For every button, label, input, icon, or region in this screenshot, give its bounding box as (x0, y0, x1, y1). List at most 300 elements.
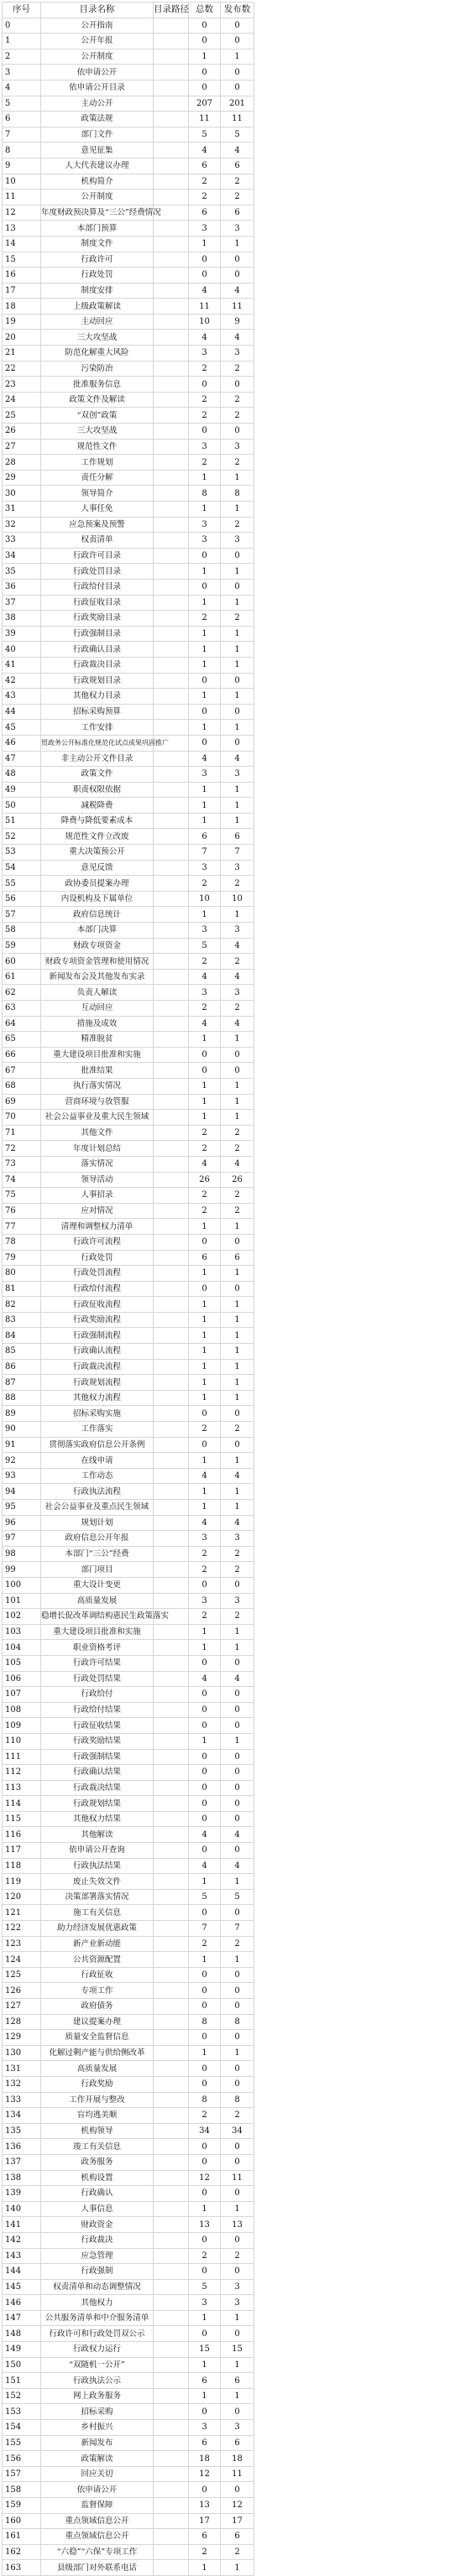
row-path (154, 2342, 189, 2358)
table-row (3, 2388, 254, 2404)
row-path (154, 673, 189, 689)
row-published: 0 (221, 1281, 254, 1297)
row-index: 2 (3, 49, 41, 65)
row-published: 0 (221, 1811, 254, 1827)
table-row (3, 1500, 254, 1516)
table-row (3, 1531, 254, 1547)
row-index: 97 (3, 1531, 41, 1547)
table-row (3, 2170, 254, 2186)
row-index: 52 (3, 829, 41, 845)
row-published: 0 (221, 2264, 254, 2280)
row-path (154, 1905, 189, 1921)
row-name: 招标采购实施 (41, 1406, 154, 1422)
row-name: 行政给付 (41, 1687, 154, 1703)
row-name: 行政规划目录 (41, 673, 154, 689)
row-total: 0 (189, 1765, 221, 1781)
row-total: 2 (189, 876, 221, 892)
table-row (3, 2061, 254, 2077)
row-path (154, 595, 189, 611)
row-total: 0 (189, 2404, 221, 2420)
row-name: 行政裁决 (41, 2232, 154, 2248)
row-published: 1 (221, 657, 254, 673)
table-row (3, 704, 254, 720)
row-name: 规范性文件立改废 (41, 829, 154, 845)
row-name: 行政强制结果 (41, 1749, 154, 1765)
row-path (154, 1967, 189, 1983)
row-path (154, 2451, 189, 2467)
row-published: 0 (221, 1718, 254, 1734)
row-index: 161 (3, 2529, 41, 2545)
row-name: 机构领导 (41, 2123, 154, 2139)
row-published: 3 (221, 860, 254, 876)
row-total: 13 (189, 2217, 221, 2233)
table-row (3, 564, 254, 580)
row-path (154, 2139, 189, 2155)
row-path (154, 2108, 189, 2124)
row-total: 2 (189, 1203, 221, 1219)
row-published: 3 (221, 2420, 254, 2436)
row-name: 落实情况 (41, 1156, 154, 1172)
row-total: 2 (189, 2248, 221, 2264)
row-index: 163 (3, 2560, 41, 2576)
row-name: 行政征收结果 (41, 1718, 154, 1734)
row-name: 县级部门对外联系电话 (41, 2560, 154, 2576)
row-name: 建议提案办理 (41, 2014, 154, 2030)
row-index: 12 (3, 205, 41, 221)
row-total: 3 (189, 1531, 221, 1547)
row-total: 17 (189, 2513, 221, 2529)
row-index: 64 (3, 1016, 41, 1032)
row-published: 0 (221, 704, 254, 720)
row-published: 2 (221, 1609, 254, 1625)
row-index: 11 (3, 190, 41, 206)
row-path (154, 283, 189, 299)
row-index: 85 (3, 1344, 41, 1360)
row-total: 1 (189, 1297, 221, 1313)
table-row (3, 1390, 254, 1406)
row-total: 0 (189, 2232, 221, 2248)
row-published: 5 (221, 1889, 254, 1905)
row-name: 行政处罚目录 (41, 564, 154, 580)
row-index: 32 (3, 517, 41, 533)
table-row (3, 2248, 254, 2264)
row-index: 59 (3, 938, 41, 954)
row-name: 本部门预算 (41, 221, 154, 237)
table-row (3, 2420, 254, 2436)
row-path (154, 1765, 189, 1781)
row-name: 行政奖励 (41, 2076, 154, 2092)
row-published: 4 (221, 1671, 254, 1687)
row-published: 8 (221, 2014, 254, 2030)
table-row (3, 1094, 254, 1110)
row-total: 6 (189, 2529, 221, 2545)
row-published: 0 (221, 1047, 254, 1063)
row-published: 18 (221, 2451, 254, 2467)
row-index: 142 (3, 2232, 41, 2248)
row-published: 0 (221, 2030, 254, 2046)
row-path (154, 439, 189, 455)
row-published: 1 (221, 642, 254, 658)
row-total: 0 (189, 1811, 221, 1827)
row-total: 2 (189, 1422, 221, 1438)
table-row (3, 969, 254, 985)
row-path (154, 1500, 189, 1516)
table-row (3, 1858, 254, 1874)
row-total: 8 (189, 2014, 221, 2030)
row-published: 201 (221, 96, 254, 112)
row-index: 137 (3, 2154, 41, 2170)
row-published: 0 (221, 1765, 254, 1781)
row-path (154, 1936, 189, 1952)
row-name: 行政强制目录 (41, 626, 154, 642)
row-name: 招标采购预算 (41, 704, 154, 720)
row-published: 2 (221, 1936, 254, 1952)
row-name: 政策文件及解读 (41, 392, 154, 408)
table-row (3, 346, 254, 362)
row-path (154, 1593, 189, 1609)
row-name: 工作开展与整改 (41, 2092, 154, 2108)
table-row (3, 143, 254, 159)
row-name: 回应关切 (41, 2466, 154, 2482)
row-index: 36 (3, 579, 41, 595)
row-total: 3 (189, 985, 221, 1001)
row-total: 1 (189, 1359, 221, 1375)
row-total: 1 (189, 236, 221, 252)
table-row (3, 127, 254, 143)
row-published: 2 (221, 1422, 254, 1438)
row-total: 2 (189, 361, 221, 377)
row-published: 0 (221, 2232, 254, 2248)
row-path (154, 907, 189, 923)
row-path (154, 252, 189, 268)
row-total: 4 (189, 1515, 221, 1531)
row-published: 12 (221, 2498, 254, 2514)
row-published: 0 (221, 2139, 254, 2155)
row-published: 6 (221, 2529, 254, 2545)
table-row (3, 1952, 254, 1968)
row-published: 7 (221, 1921, 254, 1937)
row-name: 新产业新动能 (41, 1936, 154, 1952)
row-path (154, 2513, 189, 2529)
row-total: 1 (189, 907, 221, 923)
row-index: 155 (3, 2435, 41, 2451)
row-index: 54 (3, 860, 41, 876)
table-row (3, 2482, 254, 2498)
row-name: 应急管理 (41, 2248, 154, 2264)
row-index: 113 (3, 1780, 41, 1796)
table-row (3, 954, 254, 970)
row-published: 2 (221, 190, 254, 206)
table-row (3, 1297, 254, 1313)
table-row (3, 502, 254, 518)
row-published: 1 (221, 2045, 254, 2061)
row-name: 乡村振兴 (41, 2420, 154, 2436)
row-published: 2 (221, 1125, 254, 1141)
row-path (154, 1624, 189, 1640)
row-published: 13 (221, 2217, 254, 2233)
row-total: 0 (189, 579, 221, 595)
row-published: 1 (221, 1297, 254, 1313)
row-index: 56 (3, 891, 41, 907)
row-total: 6 (189, 2373, 221, 2389)
row-published: 1 (221, 2560, 254, 2576)
row-name: 批准结果 (41, 1063, 154, 1079)
table-row (3, 626, 254, 642)
row-published: 2 (221, 455, 254, 471)
row-path (154, 1047, 189, 1063)
row-total: 0 (189, 1063, 221, 1079)
row-path (154, 1749, 189, 1765)
table-row (3, 689, 254, 705)
row-total: 0 (189, 424, 221, 440)
row-total: 3 (189, 860, 221, 876)
table-row (3, 798, 254, 814)
row-total: 2 (189, 1125, 221, 1141)
row-total: 1 (189, 470, 221, 486)
row-published: 11 (221, 299, 254, 315)
row-name: 上级政策解读 (41, 299, 154, 315)
table-row (3, 2014, 254, 2030)
row-index: 41 (3, 657, 41, 673)
row-published: 4 (221, 1515, 254, 1531)
row-published: 3 (221, 2295, 254, 2311)
row-index: 16 (3, 268, 41, 284)
row-index: 92 (3, 1453, 41, 1469)
row-path (154, 2045, 189, 2061)
table-row (3, 2154, 254, 2170)
row-index: 26 (3, 424, 41, 440)
row-published: 0 (221, 1577, 254, 1593)
row-name: 行政许可目录 (41, 548, 154, 564)
row-path (154, 2498, 189, 2514)
row-total: 1 (189, 1453, 221, 1469)
table-row (3, 1983, 254, 1999)
row-total: 0 (189, 1796, 221, 1812)
row-path (154, 80, 189, 96)
row-path (154, 2482, 189, 2498)
table-row (3, 1172, 254, 1188)
table-row (3, 1437, 254, 1453)
table-row (3, 1765, 254, 1781)
row-total: 13 (189, 2498, 221, 2514)
row-index: 70 (3, 1110, 41, 1126)
row-index: 118 (3, 1858, 41, 1874)
table-row (3, 1593, 254, 1609)
row-published: 4 (221, 969, 254, 985)
row-index: 68 (3, 1078, 41, 1094)
row-path (154, 1811, 189, 1827)
row-index: 7 (3, 127, 41, 143)
table-row (3, 2076, 254, 2092)
row-published: 3 (221, 1593, 254, 1609)
row-index: 96 (3, 1515, 41, 1531)
row-published: 2 (221, 517, 254, 533)
row-published: 11 (221, 112, 254, 127)
row-published: 0 (221, 2154, 254, 2170)
table-row (3, 517, 254, 533)
row-name: 部门项目 (41, 1562, 154, 1578)
row-path (154, 1016, 189, 1032)
row-index: 67 (3, 1063, 41, 1079)
row-path (154, 470, 189, 486)
row-index: 35 (3, 564, 41, 580)
row-total: 0 (189, 1718, 221, 1734)
row-total: 0 (189, 377, 221, 393)
row-path (154, 2373, 189, 2389)
row-published: 0 (221, 2076, 254, 2092)
row-path (154, 314, 189, 330)
row-name: 行政处罚 (41, 268, 154, 284)
row-total: 0 (189, 1281, 221, 1297)
row-path (154, 533, 189, 549)
row-index: 102 (3, 1609, 41, 1625)
row-path (154, 704, 189, 720)
row-total: 1 (189, 2045, 221, 2061)
table-row (3, 1110, 254, 1126)
row-name: 工作动态 (41, 1468, 154, 1484)
table-row (3, 1874, 254, 1890)
row-path (154, 642, 189, 658)
row-index: 21 (3, 346, 41, 362)
row-total: 1 (189, 689, 221, 705)
row-index: 8 (3, 143, 41, 159)
row-index: 131 (3, 2061, 41, 2077)
row-published: 2 (221, 1203, 254, 1219)
row-index: 50 (3, 798, 41, 814)
row-published: 1 (221, 1094, 254, 1110)
table-row (3, 408, 254, 424)
row-name: 其他解读 (41, 1827, 154, 1843)
row-name: 行政裁决结果 (41, 1780, 154, 1796)
table-row (3, 455, 254, 471)
row-published: 1 (221, 1375, 254, 1391)
table-row (3, 439, 254, 455)
table-row (3, 174, 254, 190)
row-total: 0 (189, 1843, 221, 1859)
row-path (154, 1110, 189, 1126)
row-index: 66 (3, 1047, 41, 1063)
row-published: 1 (221, 1733, 254, 1749)
row-path (154, 1921, 189, 1937)
row-path (154, 1063, 189, 1079)
row-total: 1 (189, 1266, 221, 1282)
row-published: 1 (221, 1032, 254, 1048)
row-total: 1 (189, 782, 221, 798)
row-index: 19 (3, 314, 41, 330)
row-published: 4 (221, 330, 254, 346)
table-row (3, 1468, 254, 1484)
row-total: 2 (189, 1001, 221, 1017)
row-total: 4 (189, 751, 221, 767)
row-name: 责任分解 (41, 470, 154, 486)
row-total: 0 (189, 2030, 221, 2046)
row-total: 3 (189, 533, 221, 549)
row-path (154, 1156, 189, 1172)
row-index: 162 (3, 2544, 41, 2560)
row-name: 应急预案及预警 (41, 517, 154, 533)
row-name: 其他权力结果 (41, 1811, 154, 1827)
table-row (3, 1687, 254, 1703)
row-name: 政协委员提案办理 (41, 876, 154, 892)
table-row (3, 190, 254, 206)
table-row (3, 1406, 254, 1422)
row-published: 1 (221, 907, 254, 923)
table-row (3, 2030, 254, 2046)
row-name: 行政奖励目录 (41, 611, 154, 627)
row-index: 45 (3, 720, 41, 736)
row-path (154, 158, 189, 174)
row-total: 0 (189, 18, 221, 34)
row-published: 0 (221, 579, 254, 595)
row-name: 职业资格考评 (41, 1640, 154, 1656)
row-published: 0 (221, 1999, 254, 2015)
row-published: 2 (221, 876, 254, 892)
row-path (154, 1827, 189, 1843)
row-path (154, 1546, 189, 1562)
row-name: 领导活动 (41, 1172, 154, 1188)
row-path (154, 2092, 189, 2108)
row-total: 0 (189, 1047, 221, 1063)
table-row (3, 2217, 254, 2233)
row-total: 12 (189, 2170, 221, 2186)
row-total: 4 (189, 1156, 221, 1172)
row-total: 1 (189, 1484, 221, 1500)
table-row (3, 1515, 254, 1531)
row-path (154, 938, 189, 954)
row-path (154, 2123, 189, 2139)
table-row (3, 782, 254, 798)
row-name: 行政给付流程 (41, 1281, 154, 1297)
row-total: 1 (189, 720, 221, 736)
row-name: 质量安全监督信息 (41, 2030, 154, 2046)
row-name: 权责清单和动态调整情况 (41, 2279, 154, 2295)
table-row (3, 938, 254, 954)
row-published: 1 (221, 813, 254, 829)
row-index: 47 (3, 751, 41, 767)
row-path (154, 626, 189, 642)
row-published: 0 (221, 2326, 254, 2342)
row-path (154, 49, 189, 65)
row-published: 2 (221, 1141, 254, 1157)
row-total: 0 (189, 2061, 221, 2077)
row-path (154, 34, 189, 49)
row-name: 工作安排 (41, 720, 154, 736)
row-total: 2 (189, 190, 221, 206)
row-name: 新闻发布 (41, 2435, 154, 2451)
table-row (3, 923, 254, 939)
row-total: 3 (189, 2420, 221, 2436)
row-published: 1 (221, 1874, 254, 1890)
row-path (154, 221, 189, 237)
row-total: 6 (189, 829, 221, 845)
row-path (154, 1359, 189, 1375)
row-index: 133 (3, 2092, 41, 2108)
table-row (3, 1203, 254, 1219)
row-name: 行政奖励结果 (41, 1733, 154, 1749)
row-path (154, 767, 189, 783)
row-total: 3 (189, 517, 221, 533)
row-path (154, 860, 189, 876)
row-total: 1 (189, 798, 221, 814)
row-published: 4 (221, 1827, 254, 1843)
row-name: 工作规划 (41, 455, 154, 471)
row-published: 5 (221, 127, 254, 143)
row-path (154, 2170, 189, 2186)
row-path (154, 1281, 189, 1297)
row-path (154, 1780, 189, 1796)
row-path (154, 2310, 189, 2326)
row-published: 0 (221, 1437, 254, 1453)
